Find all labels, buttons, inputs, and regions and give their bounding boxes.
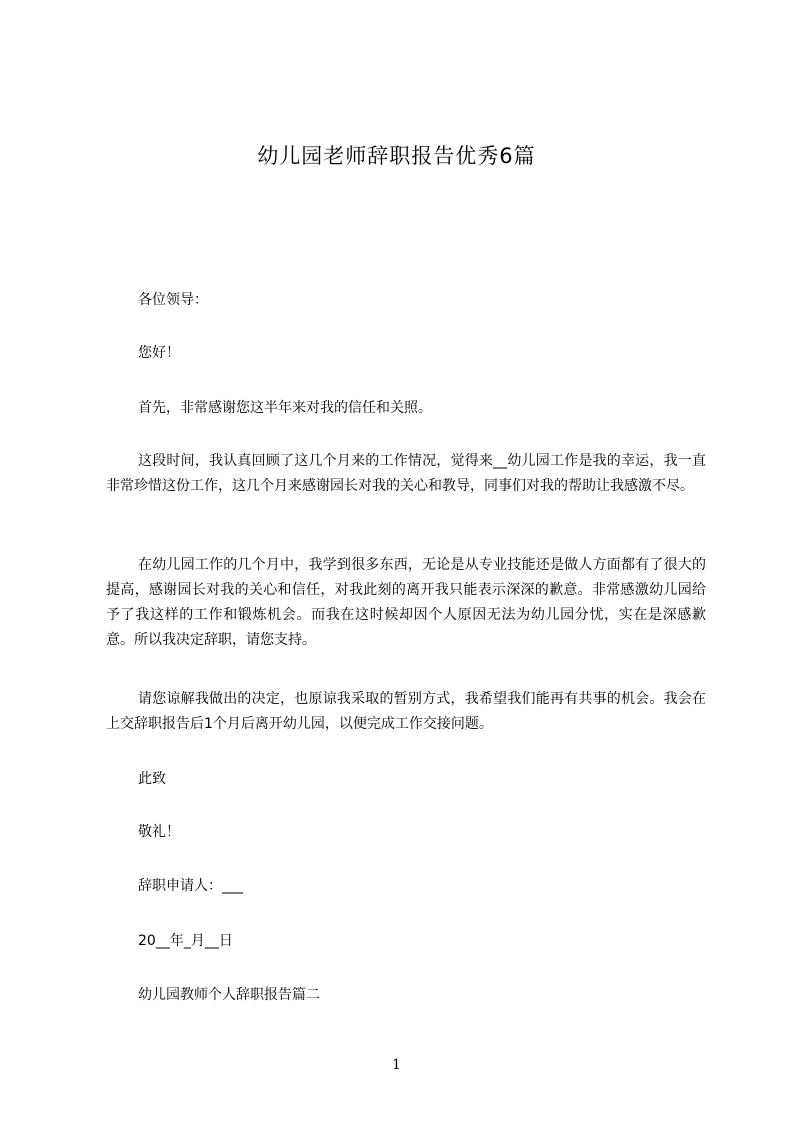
body-paragraph-2: 在幼儿园工作的几个月中，我学到很多东西，无论是从专业技能还是做人方面都有了很大的提高，感谢园长对我的关心和信任，对我此刻的离开我只能表示深深的歉意。非常感激幼儿园给予了我这样的工作和锻炼机会。而我在这时候却因个人原因无法为幼儿园分忧，实在是深感歉意。所以我决定辞职，请您支持。 — [106, 557, 706, 648]
date-line: 20__年_月__日 — [138, 933, 233, 949]
page-number: 1 — [392, 1057, 401, 1073]
regards-line: 敬礼！ — [138, 824, 180, 840]
applicant-signature-line: 辞职申请人：___ — [138, 878, 243, 894]
closing-line: 此致 — [138, 771, 166, 787]
greeting: 您好！ — [138, 345, 180, 361]
document-title: 幼儿园老师辞职报告优秀6篇 — [257, 144, 536, 168]
salutation: 各位领导： — [138, 292, 208, 308]
body-paragraph-3: 请您谅解我做出的决定，也原谅我采取的暂别方式，我希望我们能再有共事的机会。我会在上交辞职报告后1个月后离开幼儿园，以便完成工作交接问题。 — [106, 691, 706, 732]
next-section-heading: 幼儿园教师个人辞职报告篇二 — [138, 987, 320, 1003]
body-paragraph-1: 这段时间，我认真回顾了这几个月来的工作情况，觉得来__幼儿园工作是我的幸运，我一直非常珍惜这份工作，这几个月来感谢园长对我的关心和教导，同事们对我的帮助让我感激不尽。 — [106, 453, 706, 494]
thanks-paragraph: 首先，非常感谢您这半年来对我的信任和关照。 — [138, 400, 432, 416]
